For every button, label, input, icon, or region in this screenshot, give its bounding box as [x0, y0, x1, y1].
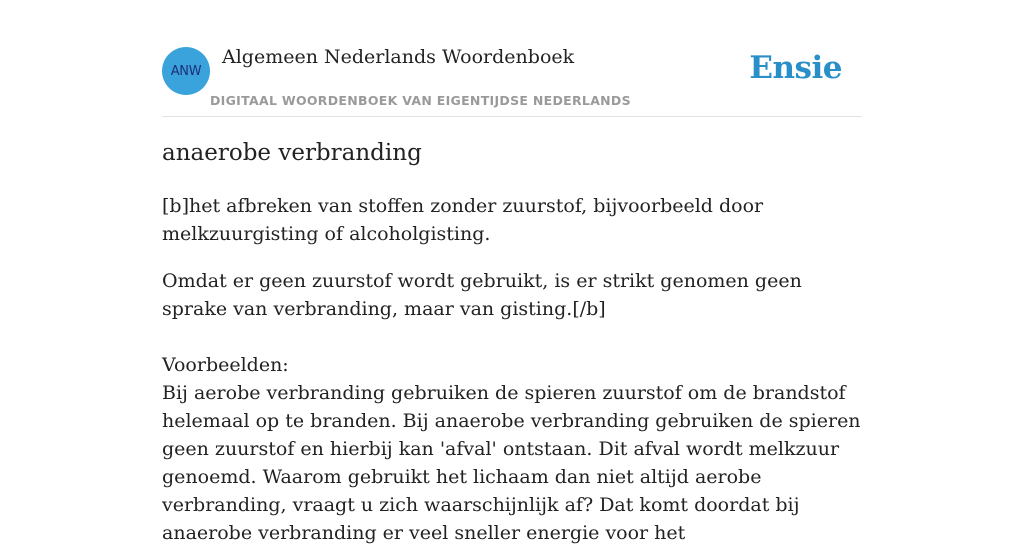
spacer [162, 323, 862, 351]
examples-heading: Voorbeelden: [162, 354, 289, 376]
site-title[interactable]: Algemeen Nederlands Woordenboek [222, 46, 575, 68]
ensie-brand-link[interactable]: Ensie [749, 50, 842, 86]
entry-definition: [b]het afbreken van stoffen zonder zuurstof, bijvoorbeeld door melkzuurgisting of alcoholgisting. [162, 195, 764, 245]
anw-logo[interactable] [162, 47, 210, 95]
site-header [162, 0, 862, 117]
entry-title: anaerobe verbranding [162, 140, 422, 166]
entry-body [162, 192, 862, 547]
examples-text: Bij aerobe verbranding gebruiken de spieren zuurstof om de brandstof helemaal op te branden. Bij anaerobe verbranding gebruiken de spieren geen zuurstof en hierbij kan 'afval' ontstaan. Dit afval wordt melkzuur genoemd. Waarom gebruikt het lichaam dan niet altijd aerobe verbranding, vraagt u zich waarschijnlijk af? Dat komt doordat bij anaerobe verbranding er veel sneller energie voor het [162, 382, 861, 544]
anw-logo-text: ANW [170, 63, 202, 79]
page [162, 0, 862, 544]
site-subtitle: DIGITAAL WOORDENBOEK VAN EIGENTIJDSE NEDERLANDS [210, 93, 631, 108]
entry-note: Omdat er geen zuurstof wordt gebruikt, is er strikt genomen geen sprake van verbranding, maar van gisting.[/b] [162, 270, 802, 320]
